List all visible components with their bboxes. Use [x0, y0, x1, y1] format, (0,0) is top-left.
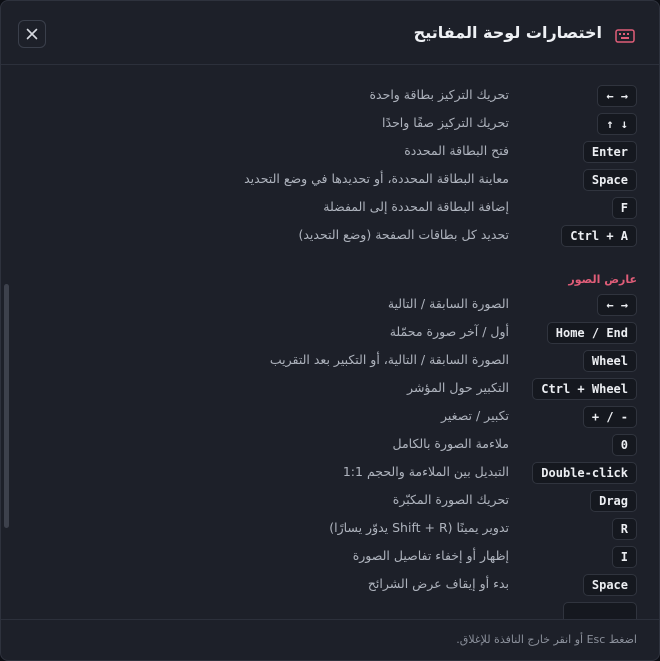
shortcut-row: [1, 224, 659, 248]
close-icon: [26, 25, 38, 44]
shortcut-row: [1, 433, 659, 457]
shortcut-description: إظهار أو إخفاء تفاصيل الصورة: [352, 548, 509, 563]
scrollbar-thumb[interactable]: [4, 284, 9, 528]
shortcut-keys: Ctrl + A: [561, 225, 637, 247]
shortcut-description: الصورة السابقة / التالية: [387, 296, 509, 311]
shortcut-description: فتح البطاقة المحددة: [404, 143, 509, 158]
shortcut-description: تحريك التركيز بطاقة واحدة: [369, 87, 509, 102]
shortcut-keys: I: [612, 546, 637, 568]
shortcut-row: [1, 489, 659, 513]
shortcut-keys: Enter: [583, 141, 637, 163]
close-button[interactable]: [18, 20, 46, 48]
shortcut-description: التكبير حول المؤشر: [407, 380, 509, 395]
shortcut-keys: [563, 602, 637, 619]
shortcut-description: تكبير / تصغير: [441, 408, 509, 423]
shortcut-row: [1, 545, 659, 569]
shortcut-keys: Space: [583, 169, 637, 191]
shortcut-row: [1, 84, 659, 108]
shortcut-description: تحريك التركيز صفًا واحدًا: [382, 115, 509, 130]
shortcut-row: [1, 405, 659, 429]
keyboard-icon: [615, 28, 635, 42]
shortcut-description: إضافة البطاقة المحددة إلى المفضلة: [323, 199, 509, 214]
dialog-header: [1, 1, 659, 65]
close-hint: اضغط Esc أو انقر خارج النافذة للإغلاق.: [456, 633, 637, 646]
shortcut-description: ملاءمة الصورة بالكامل: [392, 436, 509, 451]
shortcut-keys: Double-click: [532, 462, 637, 484]
shortcut-keys: Drag: [590, 490, 637, 512]
shortcut-row: [1, 196, 659, 220]
shortcut-keys: ← →: [597, 294, 637, 316]
shortcut-description: تدوير يمينًا (Shift + R يدوّر يسارًا): [329, 520, 509, 535]
shortcut-row: [1, 601, 659, 619]
shortcuts-list[interactable]: [1, 66, 659, 619]
dialog-title: اختصارات لوحة المفاتيح: [413, 23, 602, 42]
shortcut-keys: Home / End: [547, 322, 637, 344]
shortcut-row: [1, 168, 659, 192]
shortcut-keys: 0: [612, 434, 637, 456]
shortcut-row: [1, 349, 659, 373]
shortcut-row: [1, 321, 659, 345]
shortcut-row: [1, 140, 659, 164]
shortcut-row: [1, 461, 659, 485]
shortcut-description: أول / آخر صورة محمّلة: [389, 324, 509, 339]
shortcut-row: [1, 573, 659, 597]
shortcut-keys: Ctrl + Wheel: [532, 378, 637, 400]
shortcut-keys: Space: [583, 574, 637, 596]
shortcut-description: التبديل بين الملاءمة والحجم 1:1: [342, 464, 509, 479]
shortcut-row: [1, 377, 659, 401]
shortcut-description: معاينة البطاقة المحددة، أو تحديدها في وضع التحديد: [244, 171, 509, 186]
shortcut-keys: ← →: [597, 85, 637, 107]
shortcut-description: الصورة السابقة / التالية، أو التكبير بعد التقريب: [269, 352, 509, 367]
shortcut-description: تحريك الصورة المكبّرة: [392, 492, 509, 507]
shortcut-keys: F: [612, 197, 637, 219]
dialog-footer: [1, 619, 659, 661]
shortcut-row: [1, 112, 659, 136]
shortcut-keys: ↑ ↓: [597, 113, 637, 135]
shortcut-row: [1, 293, 659, 317]
shortcut-description: تحديد كل بطاقات الصفحة (وضع التحديد): [298, 227, 509, 242]
shortcut-row: [1, 517, 659, 541]
shortcut-description: بدء أو إيقاف عرض الشرائح: [367, 576, 509, 591]
shortcut-keys: Wheel: [583, 350, 637, 372]
section-title-image-viewer: عارض الصور: [568, 273, 637, 286]
shortcut-keys: R: [612, 518, 637, 540]
shortcut-keys: + / -: [583, 406, 637, 428]
